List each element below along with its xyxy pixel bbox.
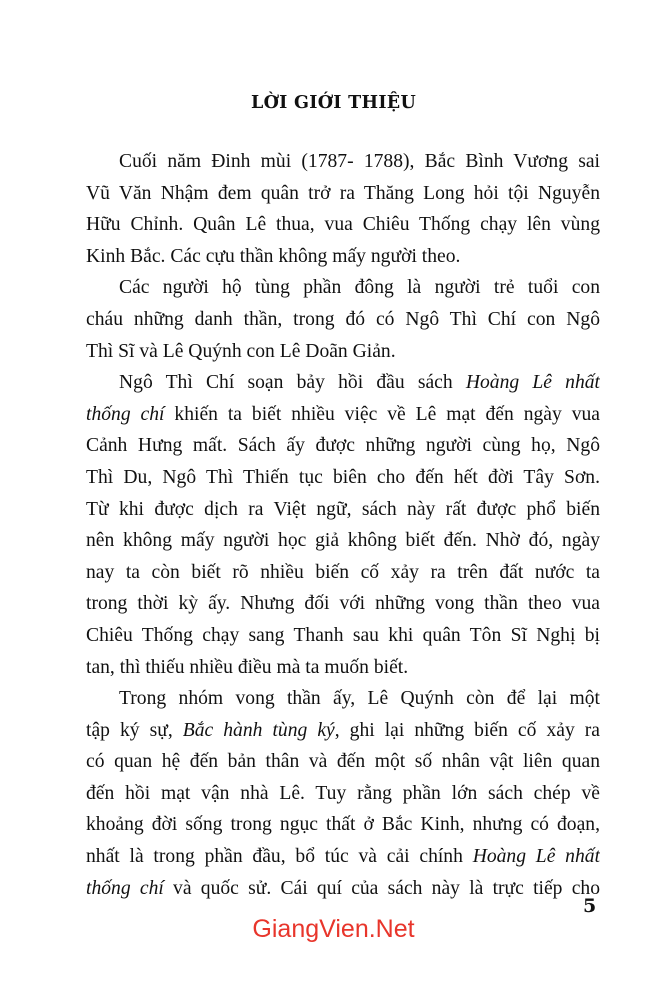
- book-title-italic: Hoàng Lê nhất: [472, 846, 600, 868]
- text-line: trong thời kỳ ấy. Nhưng đối với những vong thần theo vua: [86, 593, 600, 615]
- text-line: Kinh Bắc. Các cựu thần không mấy người theo.: [86, 245, 461, 267]
- book-title-italic: thống chí: [86, 877, 164, 899]
- paragraph-4: [86, 683, 600, 904]
- text-line: nay ta còn biết rõ nhiều biến cố xảy ra trên đất nước ta: [86, 561, 600, 583]
- page-number: 5: [583, 895, 597, 917]
- text-line: [86, 399, 600, 431]
- text-segment: và quốc sử. Cái quí của sách này là trực tiếp cho: [163, 877, 600, 899]
- text-segment: , ghi lại những biến cố xảy ra: [334, 719, 600, 741]
- body-text: [86, 146, 600, 904]
- text-segment: Ngô Thì Chí soạn bảy hồi đầu sách: [119, 372, 466, 394]
- text-line: Thì Sĩ và Lê Quýnh con Lê Doãn Giản.: [86, 340, 396, 362]
- text-segment: khiến ta biết nhiều việc về Lê mạt đến ngày vua: [164, 403, 600, 425]
- paragraph-3: [86, 367, 600, 683]
- text-line: Trong nhóm vong thần ấy, Lê Quýnh còn để lại một: [119, 688, 600, 710]
- text-line: nên không mấy người học giả không biết đến. Nhờ đó, ngày: [86, 530, 600, 552]
- text-line: Cảnh Hưng mất. Sách ấy được những người cùng họ, Ngô: [86, 435, 600, 457]
- text-line: Thì Du, Ngô Thì Thiến tục biên cho đến hết đời Tây Sơn.: [86, 466, 600, 488]
- paragraph-1: [86, 146, 600, 272]
- text-line: Các người hộ tùng phần đông là người trẻ tuổi con: [119, 277, 600, 299]
- text-line: tan, thì thiếu nhiều điều mà ta muốn biết.: [86, 656, 409, 678]
- page-title: LỜI GIỚI THIỆU: [250, 93, 417, 113]
- text-line: khoảng đời sống trong ngục thất ở Bắc Kinh, nhưng có đoạn,: [86, 814, 600, 836]
- watermark: GiangVien.Net: [252, 915, 415, 943]
- book-title-italic: thống chí: [86, 403, 165, 425]
- book-title-italic: Hoàng Lê nhất: [465, 372, 600, 394]
- text-line: đến hồi mạt vận nhà Lê. Tuy rằng phần lớn sách chép về: [86, 782, 600, 804]
- text-line: Vũ Văn Nhậm đem quân trở ra Thăng Long hỏi tội Nguyễn: [86, 182, 600, 204]
- text-line: Chiêu Thống chạy sang Thanh sau khi quân Tôn Sĩ Nghị bị: [86, 624, 600, 646]
- text-line: [86, 715, 600, 747]
- text-line: cháu những danh thần, trong đó có Ngô Thì Chí con Ngô: [86, 308, 600, 330]
- text-line: Hữu Chỉnh. Quân Lê thua, vua Chiêu Thống chạy lên vùng: [86, 214, 600, 236]
- text-segment: tập ký sự,: [86, 719, 183, 741]
- book-title-italic: Bắc hành tùng ký: [182, 719, 335, 741]
- text-line: có quan hệ đến bản thân và đến một số nhân vật liên quan: [86, 751, 600, 773]
- text-line: Cuối năm Đinh mùi (1787- 1788), Bắc Bình Vương sai: [119, 151, 600, 172]
- text-line: [86, 367, 600, 399]
- paragraph-2: [86, 272, 600, 367]
- text-line: Từ khi được dịch ra Việt ngữ, sách này rất được phổ biến: [86, 498, 600, 520]
- text-line: [86, 841, 600, 873]
- text-segment: nhất là trong phần đầu, bổ túc và cải chính: [86, 846, 473, 868]
- text-line: [86, 873, 600, 905]
